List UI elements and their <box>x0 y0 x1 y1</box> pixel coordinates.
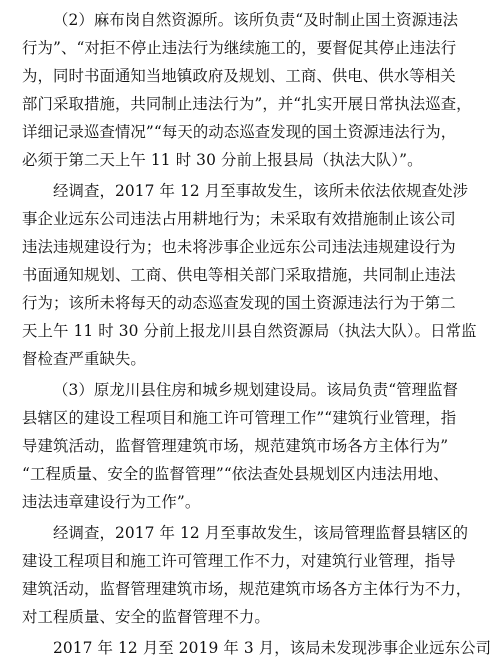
paragraph-4 <box>22 519 485 631</box>
text-line: 经调查，2017 年 12 月至事故发生，该所未依法依规查处涉 <box>53 182 469 200</box>
text-line: 行为”、“对拒不停止违法行为继续施工的，要督促其停止违法行 <box>22 39 457 57</box>
text-line: 必须于第二天上午 11 时 30 分前上报县局（执法大队）”。 <box>22 151 423 169</box>
text-line: 天上午 11 时 30 分前上报龙川县自然资源局（执法大队）。日常监 <box>22 322 477 340</box>
paragraph-2 <box>22 177 485 373</box>
text-line: 事企业远东公司违法占用耕地行为；未采取有效措施制止该公司 <box>22 210 456 228</box>
text-line: 为，同时书面通知当地镇政府及规划、工商、供电、供水等相关 <box>22 67 456 85</box>
text-line: 建筑活动，监督管理建筑市场，规范建筑市场各方主体行为不力， <box>22 580 472 598</box>
paragraph-3 <box>22 376 485 516</box>
text-line: 行为；该所未将每天的动态巡查发现的国土资源违法行为于第二 <box>22 294 456 312</box>
text-line: 2017 年 12 月至 2019 年 3 月，该局未发现涉事企业远东公司 <box>53 639 492 657</box>
text-line: 书面通知规划、工商、供电等相关部门采取措施，共同制止违法 <box>22 266 456 284</box>
text-line: （2）麻布岗自然资源所。该所负责“及时制止国土资源违法 <box>53 11 459 29</box>
text-line: 经调查，2017 年 12 月至事故发生，该局管理监督县辖区的 <box>53 524 469 542</box>
text-line: 县辖区的建设工程项目和施工许可管理工作”“建筑行业管理，指 <box>22 409 457 427</box>
text-line: 导建筑活动，监督管理建筑市场，规范建筑市场各方主体行为” <box>22 437 449 455</box>
paragraph-5 <box>22 634 492 662</box>
text-line: 对工程质量、安全的监督管理不力。 <box>22 608 270 626</box>
paragraph-1 <box>22 6 485 174</box>
text-line: 部门采取措施，共同制止违法行为”，并“扎实开展日常执法巡查， <box>22 95 472 113</box>
text-line: 建设工程项目和施工许可管理工作不力，对建筑行业管理，指导 <box>22 552 456 570</box>
text-line: 违法违章建设行为工作”。 <box>22 493 201 511</box>
text-line: （3）原龙川县住房和城乡规划建设局。该局负责“管理监督 <box>53 381 459 399</box>
text-line: “工程质量、安全的监督管理”“依法查处县规划区内违法用地、 <box>22 465 449 483</box>
text-line: 违法违规建设行为；也未将涉事企业远东公司违法违规建设行为 <box>22 238 456 256</box>
text-line: 督检查严重缺失。 <box>22 350 146 368</box>
text-line: 详细记录巡查情况”“每天的动态巡查发现的国土资源违法行为， <box>22 123 457 141</box>
